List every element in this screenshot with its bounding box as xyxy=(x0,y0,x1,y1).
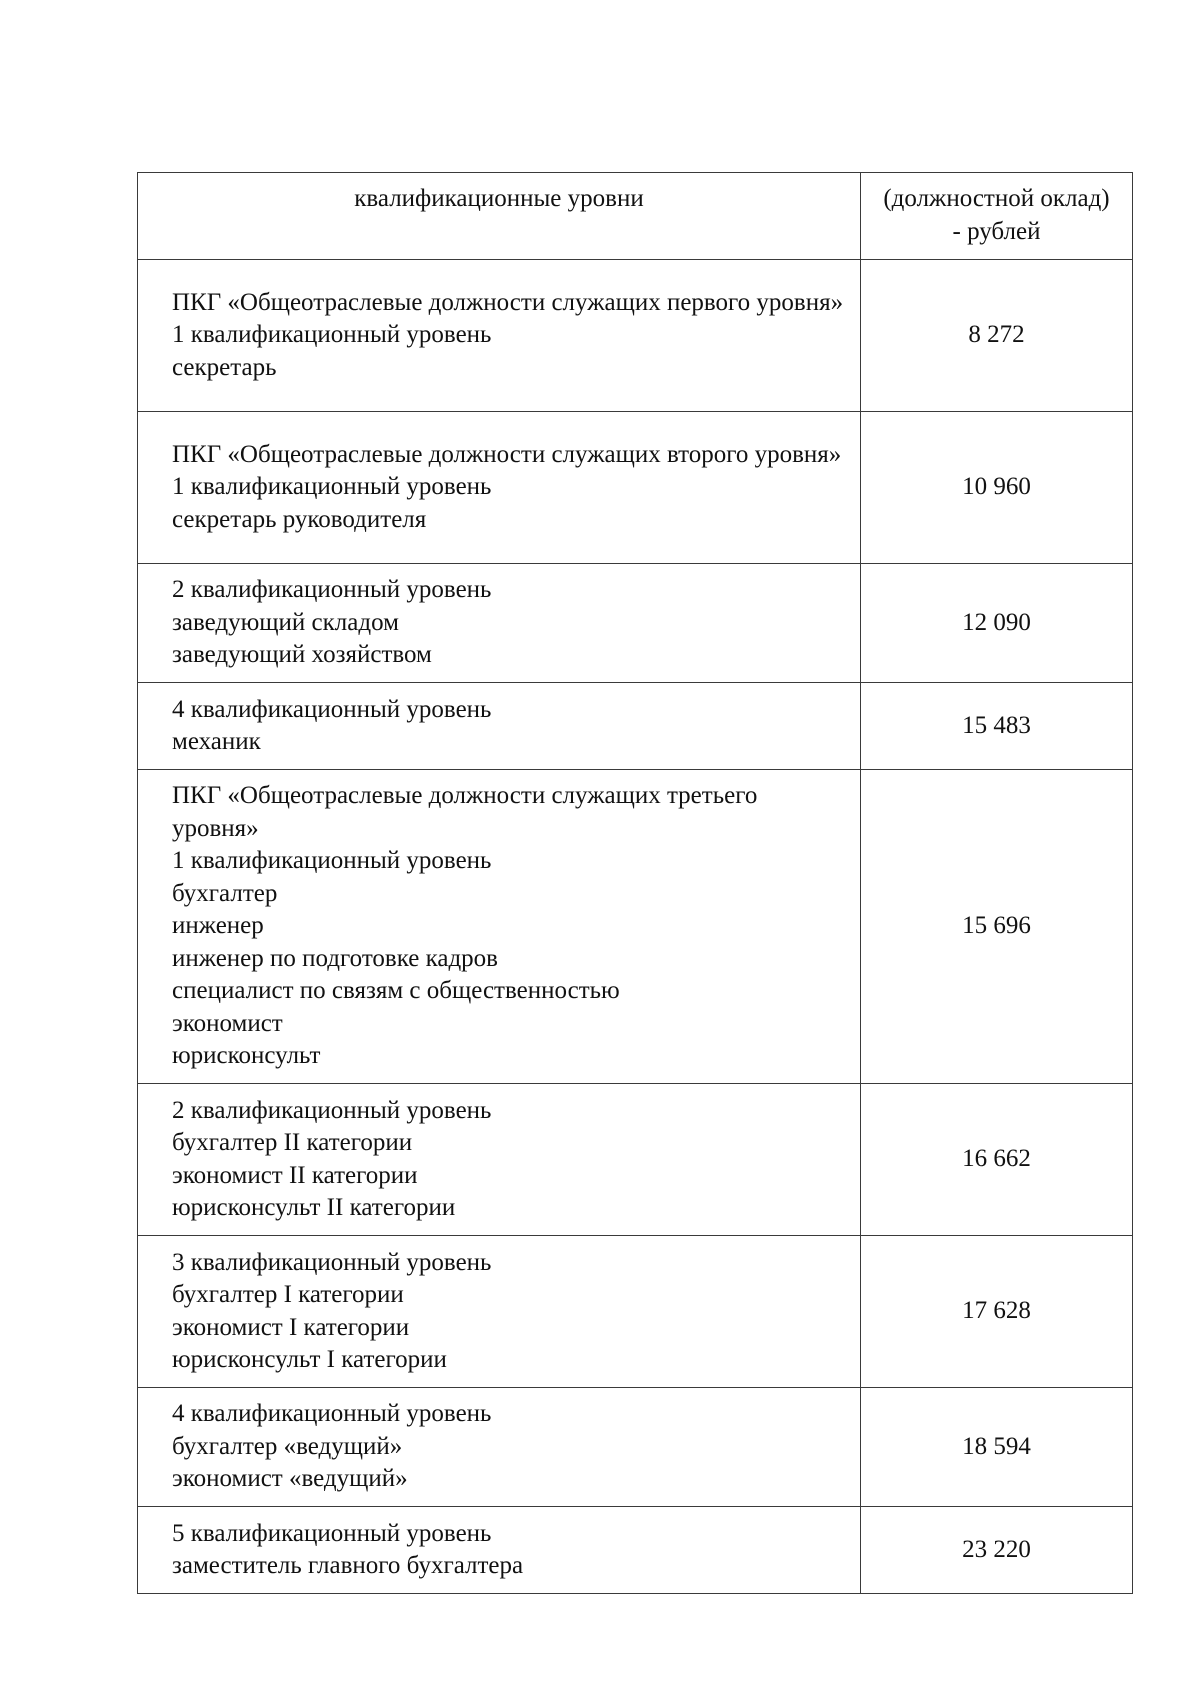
qualification-cell xyxy=(138,260,861,412)
qualification-line: ПКГ «Общеотраслевые должности служащих второго уровня» xyxy=(172,440,842,468)
qualification-cell xyxy=(138,1084,861,1236)
qualification-line: инженер по подготовке кадров xyxy=(172,944,498,972)
qualification-line: заместитель главного бухгалтера xyxy=(172,1552,524,1579)
qualification-line: 1 квалификационный уровень xyxy=(172,473,492,501)
qualification-line: 4 квалификационный уровень xyxy=(172,1400,492,1428)
qualification-line: ПКГ «Общеотраслевые должности служащих первого уровня» xyxy=(172,288,844,316)
qualification-cell xyxy=(138,412,861,564)
qualification-line: секретарь xyxy=(172,353,277,381)
qualification-line: секретарь руководителя xyxy=(172,505,427,533)
qualification-cell xyxy=(138,1236,861,1388)
qualification-line: экономист I категории xyxy=(172,1313,410,1341)
header-levels-cell xyxy=(138,173,861,260)
table-row xyxy=(138,1084,1133,1236)
qualification-line: механик xyxy=(172,728,261,755)
salary-value: 15 483 xyxy=(962,711,1031,739)
qualification-cell xyxy=(138,1507,861,1594)
salary-cell xyxy=(861,770,1133,1084)
table-row xyxy=(138,1507,1133,1594)
qualification-line: 1 квалификационный уровень xyxy=(172,321,492,349)
salary-cell xyxy=(861,1507,1133,1594)
qualification-line: специалист по связям с общественностью xyxy=(172,977,620,1005)
qualification-line: юрисконсульт I категории xyxy=(172,1346,447,1373)
salary-cell xyxy=(861,1084,1133,1236)
header-salary-cell xyxy=(861,173,1133,260)
salary-value: 16 662 xyxy=(962,1145,1031,1173)
salary-value: 23 220 xyxy=(962,1535,1031,1563)
qualification-line: инженер xyxy=(172,912,264,940)
qualification-line: экономист xyxy=(172,1009,283,1037)
qualification-line: 2 квалификационный уровень xyxy=(172,1096,492,1124)
qualification-line: бухгалтер xyxy=(172,879,278,907)
qualification-line: 2 квалификационный уровень xyxy=(172,576,492,604)
header-salary-label-line2: - рублей xyxy=(952,217,1041,245)
table-row xyxy=(138,683,1133,770)
qualification-line: 5 квалификационный уровень xyxy=(172,1519,492,1547)
table-row xyxy=(138,770,1133,1084)
qualification-line: ПКГ «Общеотраслевые должности служащих третьего уровня» xyxy=(172,782,764,842)
qualification-line: 1 квалификационный уровень xyxy=(172,847,492,875)
salary-value: 10 960 xyxy=(962,473,1031,501)
qualification-line: бухгалтер II категории xyxy=(172,1129,413,1156)
qualification-line: экономист II категории xyxy=(172,1161,418,1189)
header-levels-label: квалификационные уровни xyxy=(354,185,644,212)
qualification-line: заведующий складом xyxy=(172,608,399,636)
qualification-cell xyxy=(138,1388,861,1507)
table-row xyxy=(138,564,1133,683)
salary-cell xyxy=(861,683,1133,770)
salary-cell xyxy=(861,564,1133,683)
qualification-line: юрисконсульт II категории xyxy=(172,1194,456,1221)
table-row xyxy=(138,1388,1133,1507)
salary-value: 12 090 xyxy=(962,608,1031,636)
header-row xyxy=(138,173,1133,260)
table-row xyxy=(138,1236,1133,1388)
salary-cell xyxy=(861,1388,1133,1507)
qualification-line: заведующий хозяйством xyxy=(172,641,432,669)
table-row xyxy=(138,260,1133,412)
salary-cell xyxy=(861,412,1133,564)
qualification-cell xyxy=(138,564,861,683)
salary-value: 18 594 xyxy=(962,1432,1031,1460)
salary-table xyxy=(137,172,1133,1594)
table-body xyxy=(138,173,1133,1594)
qualification-cell xyxy=(138,683,861,770)
qualification-line: экономист «ведущий» xyxy=(172,1465,408,1493)
qualification-line: 3 квалификационный уровень xyxy=(172,1248,492,1276)
salary-cell xyxy=(861,1236,1133,1388)
qualification-line: юрисконсульт xyxy=(172,1042,321,1070)
header-salary-label-line1: (должностной оклад) xyxy=(883,185,1110,212)
salary-value: 8 272 xyxy=(968,321,1025,349)
table-row xyxy=(138,412,1133,564)
qualification-line: 4 квалификационный уровень xyxy=(172,695,492,723)
qualification-line: бухгалтер «ведущий» xyxy=(172,1432,403,1460)
qualification-line: бухгалтер I категории xyxy=(172,1281,404,1308)
salary-value: 15 696 xyxy=(962,912,1031,940)
salary-value: 17 628 xyxy=(962,1297,1031,1325)
qualification-cell xyxy=(138,770,861,1084)
salary-cell xyxy=(861,260,1133,412)
